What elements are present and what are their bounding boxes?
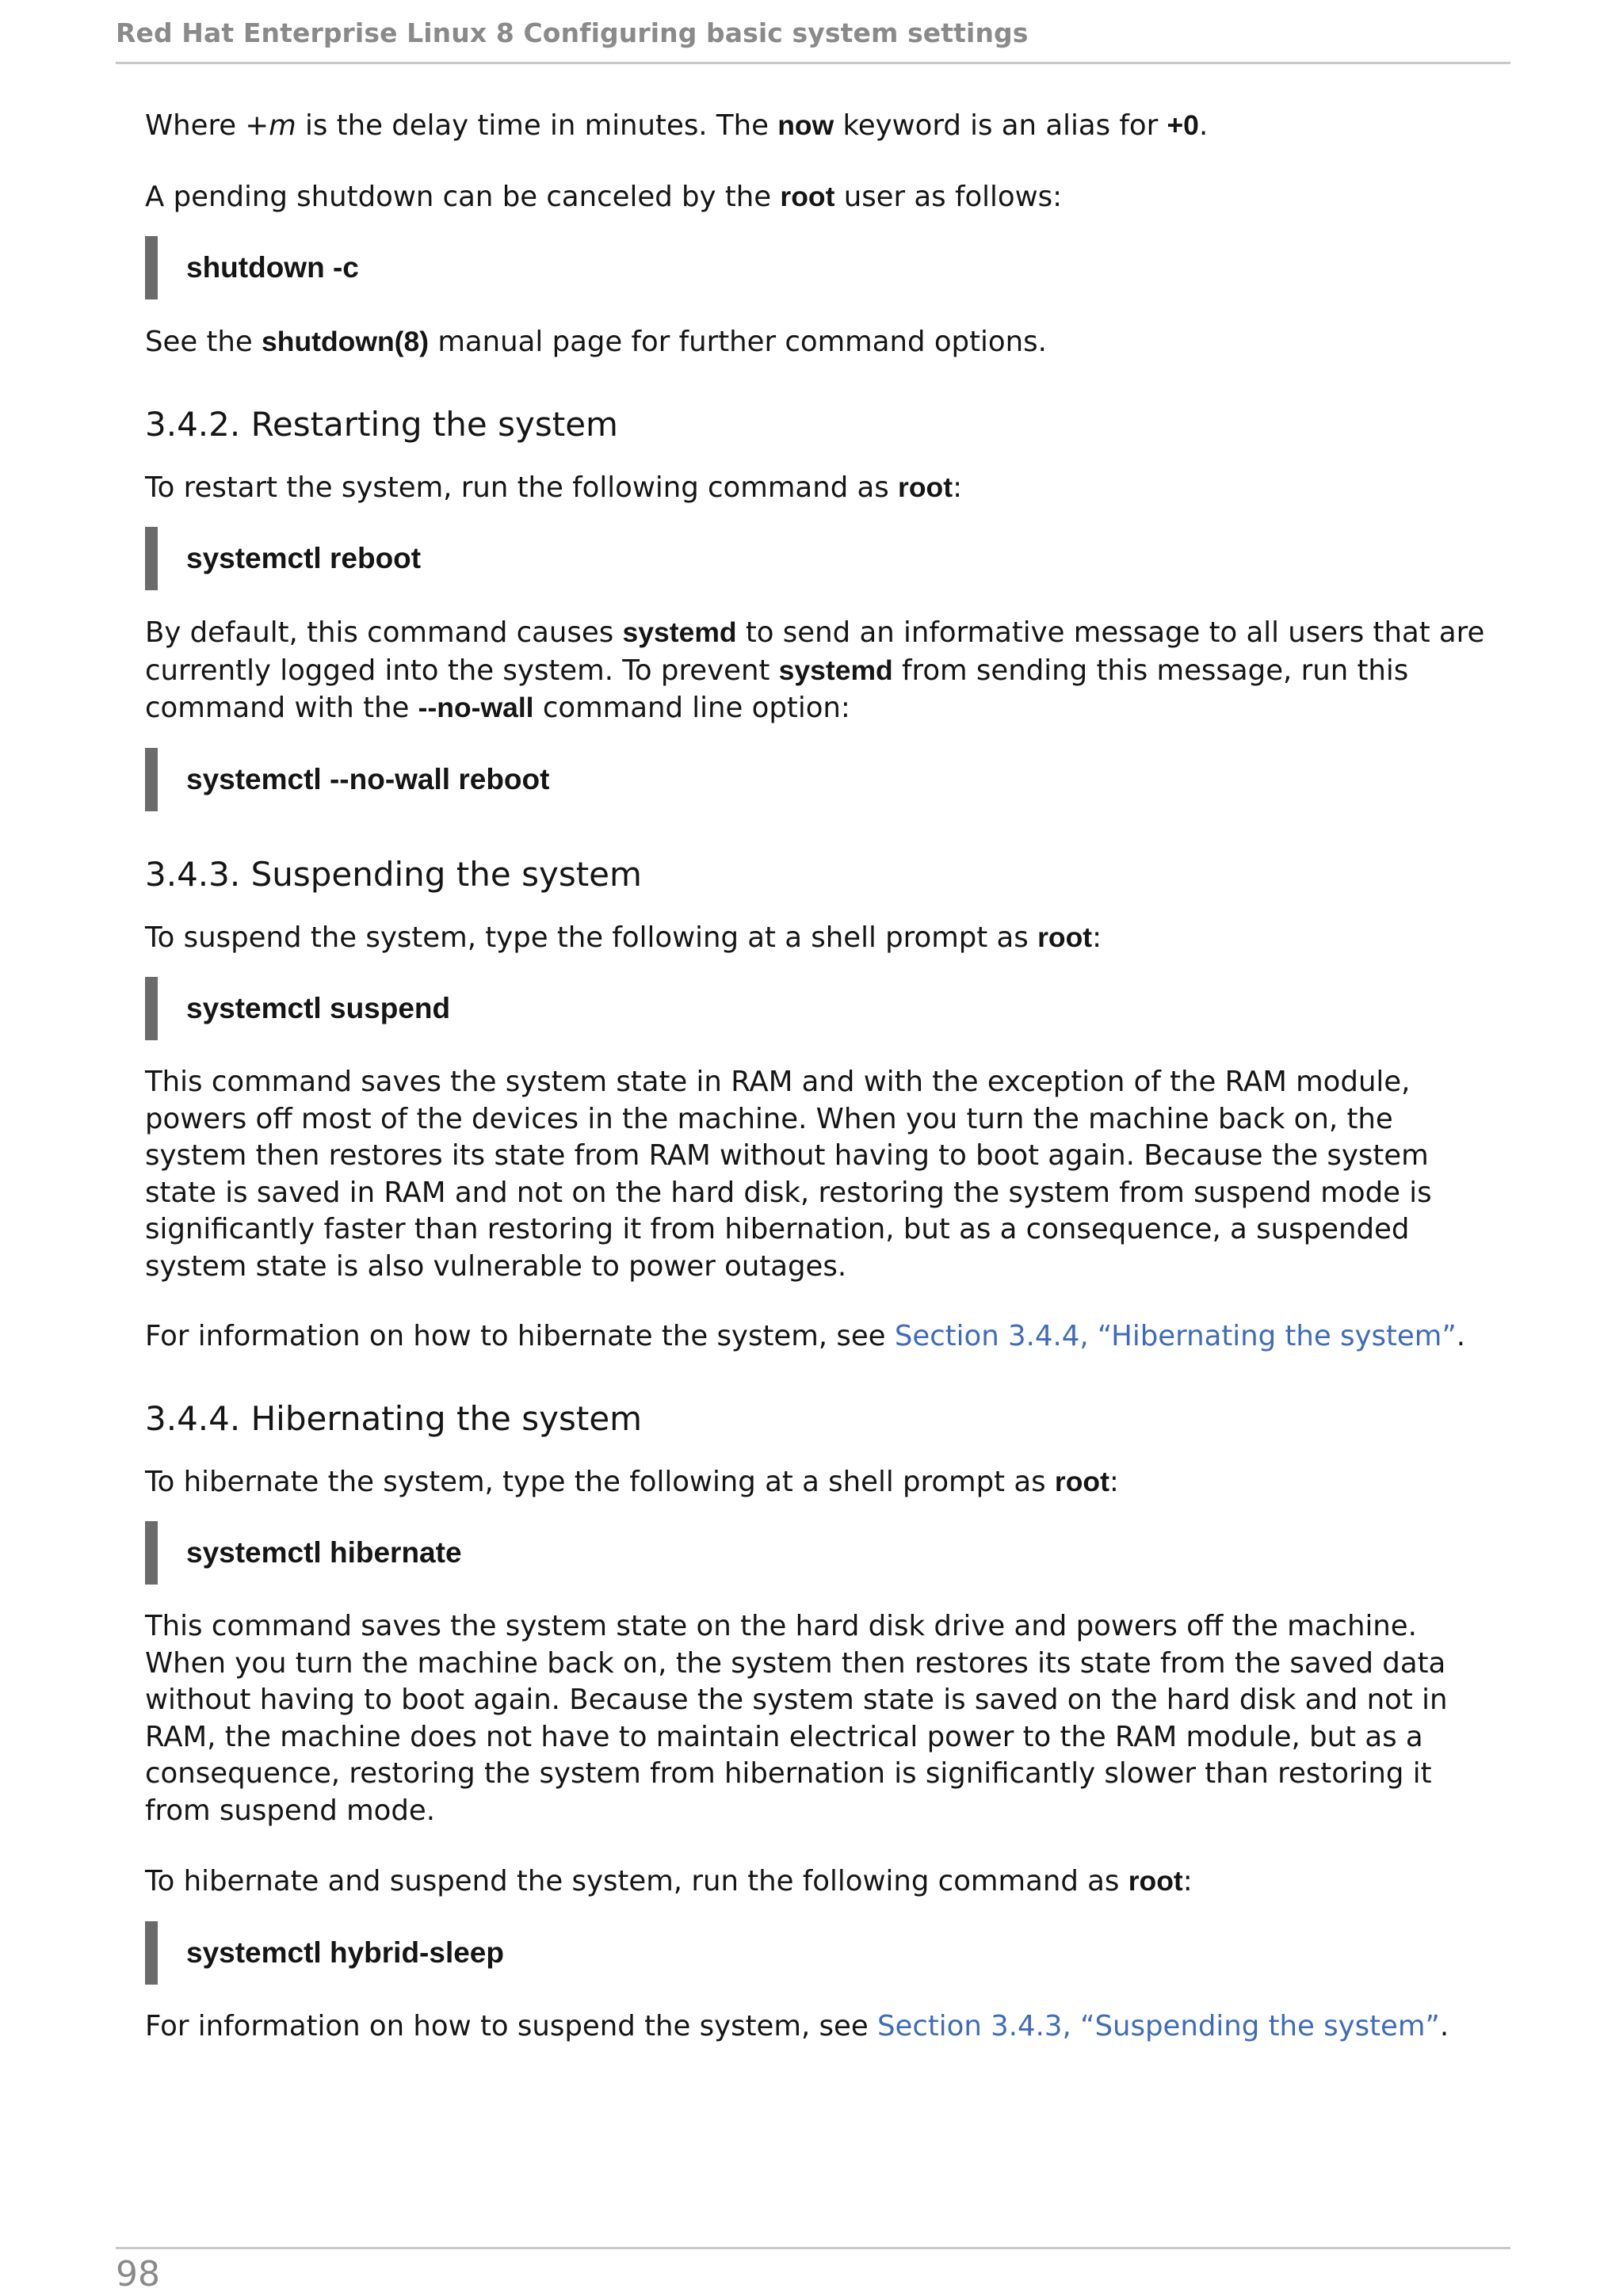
link-section-3-4-4[interactable]: Section 3.4.4, “Hibernating the system” bbox=[894, 1320, 1457, 1352]
code-block-shutdown-cancel bbox=[145, 236, 1492, 299]
restart-paragraph: To restart the system, run the following command as root: bbox=[145, 471, 963, 504]
code-text: systemctl suspend bbox=[186, 992, 451, 1024]
running-header: Red Hat Enterprise Linux 8 Configuring basic system settings bbox=[116, 17, 1029, 48]
code-text: systemctl hybrid-sleep bbox=[186, 1936, 504, 1969]
section-heading-hibernating: 3.4.4. Hibernating the system bbox=[145, 1398, 643, 1438]
code-block-hibernate bbox=[145, 1521, 1492, 1585]
hybrid-sleep-paragraph: To hibernate and suspend the system, run the following command as root: bbox=[145, 1865, 1193, 1897]
code-block-no-wall-reboot bbox=[145, 748, 1492, 811]
page-number: 98 bbox=[116, 2254, 160, 2294]
suspend-reference-paragraph: For information on how to suspend the system, see Section 3.4.3, “Suspending the system”. bbox=[145, 2009, 1449, 2042]
link-section-3-4-3[interactable]: Section 3.4.3, “Suspending the system” bbox=[877, 2009, 1440, 2042]
section-heading-restarting: 3.4.2. Restarting the system bbox=[145, 404, 618, 444]
delay-paragraph: Where +m is the delay time in minutes. The now keyword is an alias for +0. bbox=[145, 109, 1209, 142]
suspend-paragraph: To suspend the system, type the following at a shell prompt as root: bbox=[145, 921, 1102, 954]
code-text: systemctl hibernate bbox=[186, 1536, 462, 1569]
code-block-hybrid-sleep bbox=[145, 1921, 1492, 1985]
hibernate-reference-paragraph: For information on how to hibernate the system, see Section 3.4.4, “Hibernating the system”. bbox=[145, 1320, 1466, 1352]
cancel-paragraph: A pending shutdown can be canceled by the root user as follows: bbox=[145, 180, 1063, 213]
code-block-suspend bbox=[145, 977, 1492, 1040]
wall-message-paragraph: By default, this command causes systemd to send an informative message to all users that are currently logged into the system. To prevent systemd from sending this message, run this command with the --no-wall command line option: bbox=[145, 616, 1485, 724]
code-text: systemctl reboot bbox=[186, 542, 422, 574]
section-heading-suspending: 3.4.3. Suspending the system bbox=[145, 854, 642, 894]
page-content bbox=[145, 107, 1492, 2045]
footer-divider bbox=[116, 2247, 1510, 2249]
code-block-reboot bbox=[145, 527, 1492, 590]
man-page-paragraph: See the shutdown(8) manual page for further command options. bbox=[145, 326, 1047, 358]
suspend-description-paragraph: This command saves the system state in RAM and with the exception of the RAM module, powers off most of the devices in the machine. When you turn the machine back on, the system then restores its state from RAM without having to boot again. Because the system state is saved in RAM and not on the hard disk, restoring the system from suspend mode is significantly faster than restoring it from hibernation, but as a consequence, a suspended system state is also vulnerable to power outages. bbox=[145, 1066, 1432, 1283]
code-text: shutdown -c bbox=[186, 251, 359, 284]
header-divider bbox=[116, 62, 1510, 64]
code-text: systemctl --no-wall reboot bbox=[186, 762, 550, 795]
hibernate-paragraph: To hibernate the system, type the following at a shell prompt as root: bbox=[145, 1465, 1119, 1498]
hibernate-description-paragraph: This command saves the system state on the hard disk drive and powers off the machine. When you turn the machine back on, the system then restores its state from the saved data without having to boot again. Because the system state is saved on the hard disk and not in RAM, the machine does not have to maintain electrical power to the RAM module, but as a consequence, restoring the system from hibernation is significantly slower than restoring it from suspend mode. bbox=[145, 1610, 1448, 1827]
